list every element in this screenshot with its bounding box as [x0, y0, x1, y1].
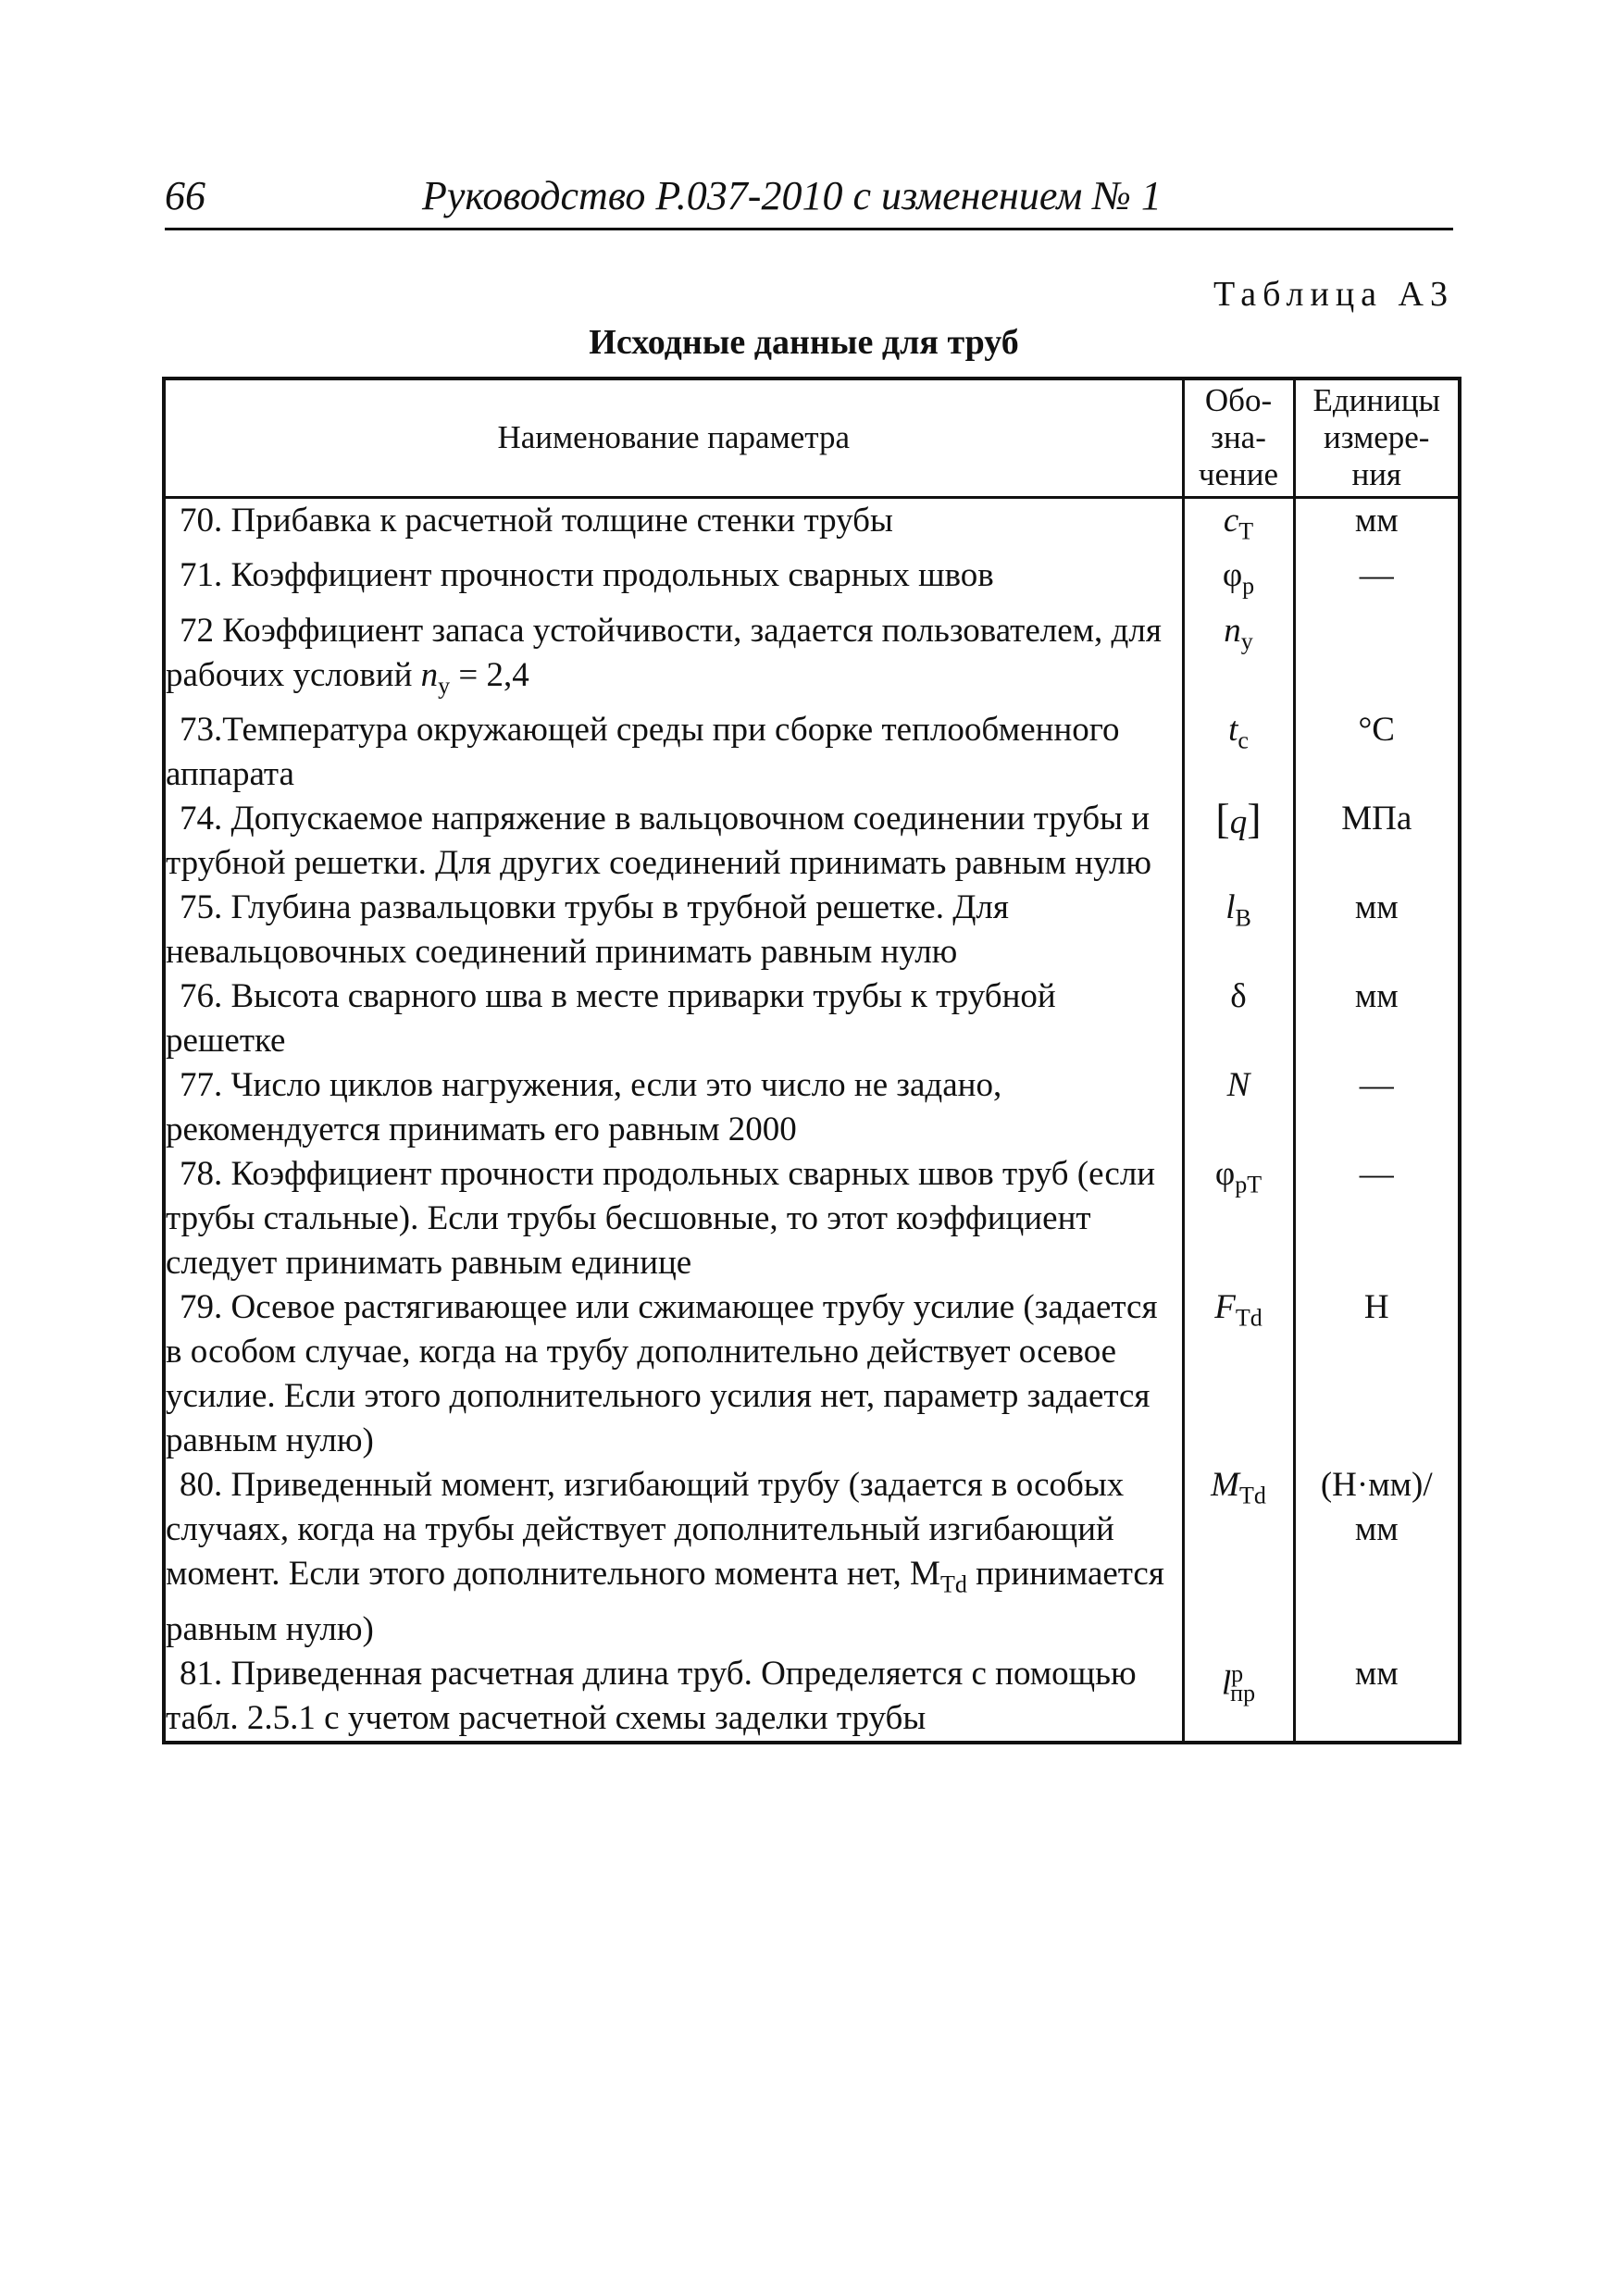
column-header-units: Единицы измере- ния	[1294, 379, 1460, 497]
table-row	[164, 497, 1460, 553]
param-name: 79. Осевое растягивающее или сжимающее трубу усилие (задается в особом случае, когда на трубу дополнительно действует осевое усилие. Если этого дополнительного усилия нет, параметр задается равным нулю)	[164, 1285, 1183, 1463]
param-name: 72 Коэффициент запаса устойчивости, задается пользователем, для рабочих условий $n_у = 2,4$	[164, 609, 1183, 708]
parameters-table	[162, 377, 1462, 1744]
param-name: 74. Допускаемое напряжение в вальцовочном соединении трубы и трубной решетки. Для других соединений принимать равным нулю	[164, 797, 1183, 886]
param-units: Н	[1294, 1285, 1460, 1463]
param-name: 75. Глубина развальцовки трубы в трубной решетке. Для невальцовочных соединений принимать равным нулю	[164, 886, 1183, 974]
param-units: мм	[1294, 886, 1460, 974]
table-row	[164, 609, 1460, 708]
param-name: 73.Температура окружающей среды при сборке теплообменного аппарата	[164, 708, 1183, 797]
param-symbol: $\varphi_p$	[1183, 553, 1294, 609]
table-title	[0, 322, 1617, 363]
table-row	[164, 1285, 1460, 1463]
table-row	[164, 708, 1460, 797]
param-symbol: $n_у$	[1183, 609, 1294, 708]
param-units: мм	[1294, 974, 1460, 1063]
table-row	[164, 797, 1460, 886]
param-symbol: $c_T$	[1183, 497, 1294, 553]
table-row	[164, 1063, 1460, 1152]
table-row	[164, 1152, 1460, 1285]
table-header-row	[164, 379, 1460, 497]
param-units	[1294, 609, 1460, 708]
param-symbol: N	[1183, 1063, 1294, 1152]
param-symbol: $l^р_{пр}$	[1183, 1652, 1294, 1743]
param-units: (Н·мм)/ мм	[1294, 1463, 1460, 1651]
param-symbol: $M_{Td}$	[1183, 1463, 1294, 1651]
param-units: мм	[1294, 497, 1460, 553]
param-units: —	[1294, 1063, 1460, 1152]
param-symbol-text: δ	[1230, 977, 1247, 1016]
table-row	[164, 1652, 1460, 1743]
param-symbol: [q]	[1183, 797, 1294, 886]
table-label: Таблица А3	[1213, 275, 1454, 314]
param-symbol	[1183, 974, 1294, 1063]
running-header	[165, 172, 1453, 230]
column-header-symbol: Обо- зна- чение	[1183, 379, 1294, 497]
param-name: 71. Коэффициент прочности продольных сварных швов	[164, 553, 1183, 609]
param-name: 70. Прибавка к расчетной толщине стенки трубы	[164, 497, 1183, 553]
column-header-name: Наименование параметра	[164, 379, 1183, 497]
param-name: 81. Приведенная расчетная длина труб. Определяется с помощью табл. 2.5.1 с учетом расчетной схемы заделки трубы	[164, 1652, 1183, 1743]
table-row	[164, 974, 1460, 1063]
param-units: —	[1294, 553, 1460, 609]
table-row	[164, 886, 1460, 974]
param-name: 80. Приведенный момент, изгибающий трубу (задается в особых случаях, когда на трубы действует дополнительный изгибающий момент. Если этого дополнительного момента нет, $M_{Td}$ принимается равным нулю)	[164, 1463, 1183, 1651]
table-row	[164, 1463, 1460, 1651]
param-units: °C	[1294, 708, 1460, 797]
page-number: 66	[165, 173, 205, 218]
table-title-text: Исходные данные для труб	[589, 323, 1019, 362]
param-units: МПа	[1294, 797, 1460, 886]
param-symbol: $F_{Td}$	[1183, 1285, 1294, 1463]
param-units: мм	[1294, 1652, 1460, 1743]
param-symbol: $\varphi_{pT}$	[1183, 1152, 1294, 1285]
param-symbol: $t_с$	[1183, 708, 1294, 797]
param-name: 78. Коэффициент прочности продольных сварных швов труб (если трубы стальные). Если трубы бесшовные, то этот коэффициент следует принимать равным единице	[164, 1152, 1183, 1285]
param-symbol: $l_B$	[1183, 886, 1294, 974]
running-title: Руководство Р.037-2010 с изменением № 1	[422, 173, 1162, 218]
param-name: 76. Высота сварного шва в месте приварки трубы к трубной решетке	[164, 974, 1183, 1063]
param-units: —	[1294, 1152, 1460, 1285]
table-row	[164, 553, 1460, 609]
param-name: 77. Число циклов нагружения, если это число не задано, рекомендуется принимать его равным 2000	[164, 1063, 1183, 1152]
